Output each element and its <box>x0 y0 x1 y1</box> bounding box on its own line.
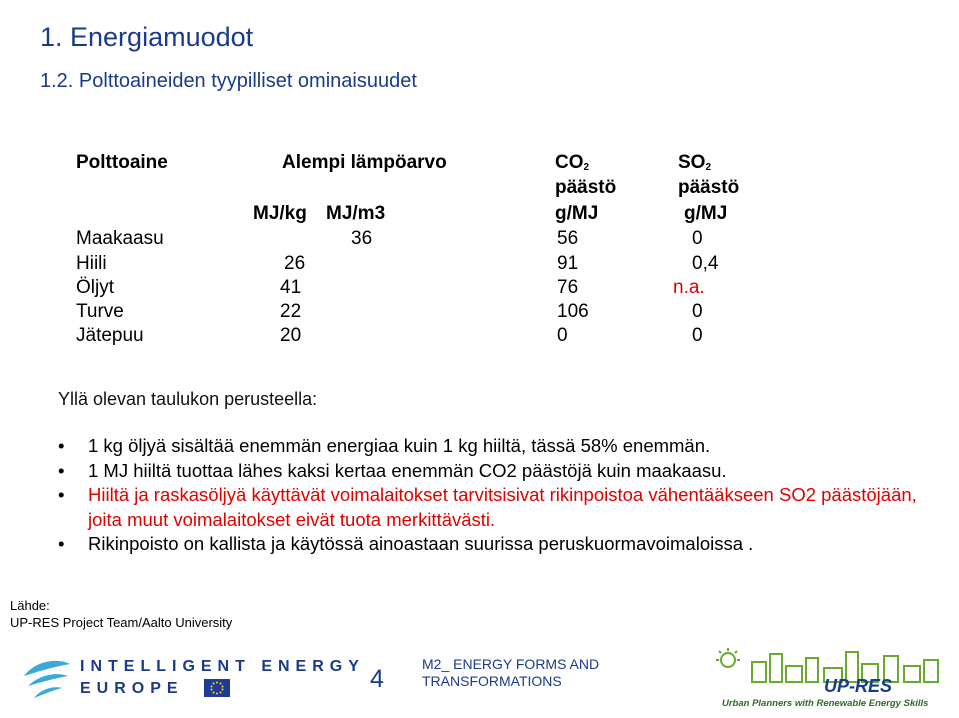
module-title-line-1: M2_ ENERGY FORMS AND <box>422 656 600 672</box>
page-subtitle: 1.2. Polttoaineiden tyypilliset ominaisuudet <box>40 70 417 92</box>
row-co2-jatepuu: 0 <box>557 325 568 346</box>
list-item: • Rikinpoisto on kallista ja käytössä ainoastaan suurissa peruskuormavoimaloissa . <box>58 532 948 557</box>
unit-co2-g-mj: g/MJ <box>555 203 599 224</box>
col-header-fuel: Polttoaine <box>76 152 168 173</box>
bullet-icon: • <box>58 435 65 456</box>
page-number: 4 <box>370 665 384 693</box>
co2-emission-label: päästö <box>555 177 617 198</box>
table-intro-text: Yllä olevan taulukon perusteella: <box>58 389 318 409</box>
findings-list <box>58 434 948 557</box>
row-so2-turve: 0 <box>692 301 703 322</box>
row-fuel-turve: Turve <box>76 301 124 322</box>
row-fuel-oljyt: Öljyt <box>76 277 114 298</box>
row-mjkg-turve: 22 <box>280 301 302 322</box>
source-text: UP-RES Project Team/Aalto University <box>10 615 233 630</box>
row-mjkg-oljyt: 41 <box>280 277 302 298</box>
row-co2-hiili: 91 <box>557 253 579 274</box>
list-item: • 1 kg öljyä sisältää enemmän energiaa kuin 1 kg hiiltä, tässä 58% enemmän. <box>58 434 948 459</box>
bullet-icon: • <box>58 459 65 481</box>
col-header-heating-value: Alempi lämpöarvo <box>282 152 447 173</box>
ie-logo-text-1: INTELLIGENT ENERGY <box>80 658 365 675</box>
ie-logo-text-2: EUROPE <box>80 680 184 697</box>
col-header-co2: $CO_2$ <box>555 152 590 173</box>
list-item: • Hiiltä ja raskasöljyä käyttävät voimalaitokset tarvitsisivat rikinpoistoa vähentääkseen SO2 päästöjään, joita muut voimalaitokset eivät tuota merkittävästi. <box>58 484 917 530</box>
unit-so2-g-mj: g/MJ <box>684 203 728 224</box>
row-fuel-maakaasu: Maakaasu <box>76 228 164 249</box>
list-item: • 1 MJ hiiltä tuottaa lähes kaksi kertaa enemmän CO2 päästöjä kuin maakaasu. <box>58 459 948 484</box>
upres-tagline: Urban Planners with Renewable Energy Skills <box>722 698 929 709</box>
row-so2-maakaasu: 0 <box>692 228 703 249</box>
module-title-line-2: TRANSFORMATIONS <box>422 673 562 689</box>
unit-mj-m3: MJ/m3 <box>326 203 386 224</box>
row-co2-oljyt: 76 <box>557 277 579 298</box>
bullet-icon: • <box>58 533 65 554</box>
row-co2-maakaasu: 56 <box>557 228 579 249</box>
row-so2-jatepuu: 0 <box>692 325 703 346</box>
row-fuel-hiili: Hiili <box>76 253 107 274</box>
ie-swoosh-icon <box>22 654 72 702</box>
unit-mj-kg: MJ/kg <box>253 203 307 224</box>
source-label: Lähde: <box>10 598 50 613</box>
row-so2-oljyt: n.a. <box>673 277 705 298</box>
col-header-so2: $SO_2$ <box>678 152 712 173</box>
row-fuel-jatepuu: Jätepuu <box>76 325 144 346</box>
row-mjkg-hiili: 26 <box>284 253 306 274</box>
upres-logo-text: UP-RES <box>824 676 893 696</box>
row-mjm3-maakaasu: 36 <box>351 228 373 249</box>
row-so2-hiili: 0,4 <box>692 253 719 274</box>
eu-flag-icon <box>204 679 230 697</box>
so2-emission-label: päästö <box>678 177 740 198</box>
row-mjkg-jatepuu: 20 <box>280 325 302 346</box>
bullet-icon: • <box>58 484 65 505</box>
page-title: 1. Energiamuodot <box>40 22 254 52</box>
row-co2-turve: 106 <box>557 301 589 322</box>
